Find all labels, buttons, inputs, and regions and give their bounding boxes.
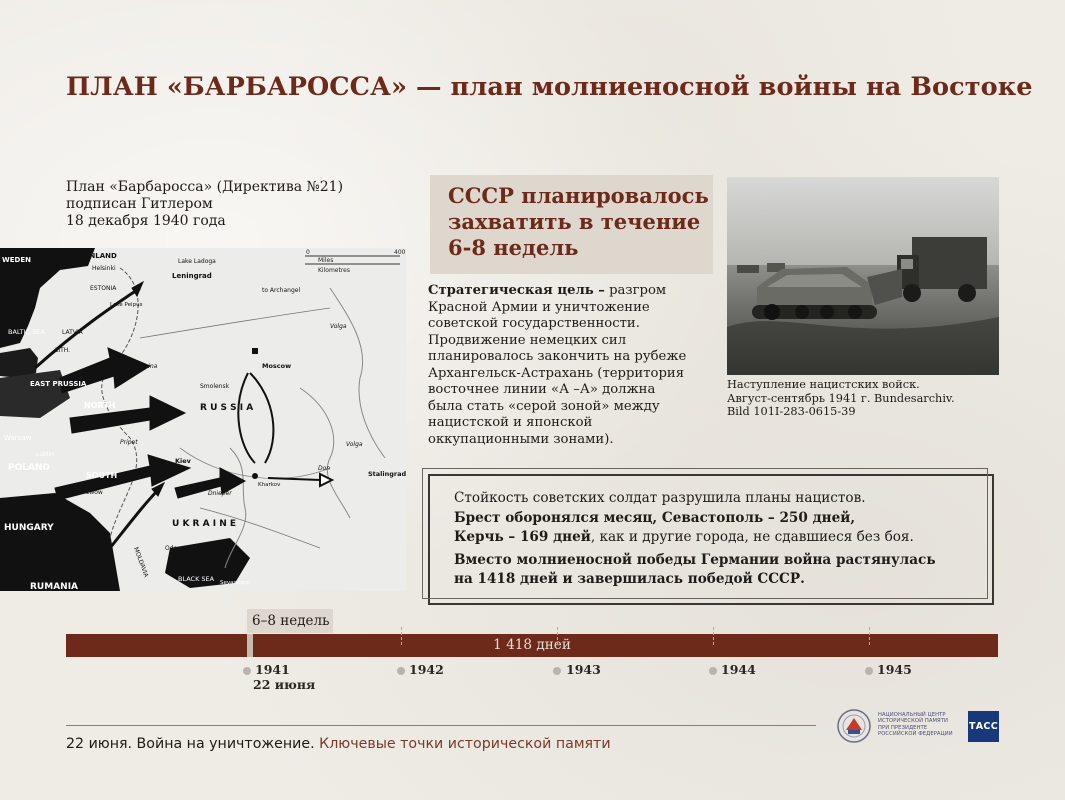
footer-divider [66, 725, 816, 726]
map-label-volga-lower: Volga [346, 441, 363, 448]
goal-line: Красной Армии и уничтожение [428, 299, 650, 315]
map-label-sevastopol: Sevastopol [220, 580, 251, 586]
goal-line: нацистской и японской [428, 415, 593, 430]
timeline-tick [557, 627, 558, 645]
moscow-marker [252, 348, 258, 354]
goal-line: восточнее линии «А –А» должна [428, 382, 656, 397]
goal-line: советской государственности. [428, 316, 640, 331]
summary-line: Вместо молниеносной победы Германии война растянулась [454, 551, 936, 568]
summary-kerch-rest: , как и другие города, не сдавшиеся без боя. [590, 529, 914, 546]
kharkov-marker [252, 473, 258, 479]
map-caption-line: 18 декабря 1940 года [66, 213, 226, 229]
map-label-ukraine: U K R A I N E [172, 519, 237, 529]
photo-caption-line: Наступление нацистских войск. [727, 378, 920, 391]
summary-text [454, 489, 994, 590]
history-center-name [878, 712, 966, 737]
summary-box [428, 474, 994, 605]
map-graphic [0, 248, 406, 591]
history-center-line: ПРИ ПРЕЗИДЕНТЕ [878, 724, 928, 731]
map-label-estonia: ESTONIA [90, 285, 117, 292]
highlight-line: захватить в течение [448, 209, 701, 234]
map-caption [66, 179, 396, 230]
goal-line [428, 283, 728, 300]
map-scale-end: 400 [394, 249, 406, 256]
summary-line: Стойкость советских солдат разрушила планы нацистов. [454, 490, 866, 506]
map-label-south: SOUTH [86, 471, 118, 480]
map-label-lwow: Lwow [86, 489, 103, 496]
timeline-dot [243, 667, 251, 675]
map-scale-km: Kilometres [318, 267, 350, 274]
map-caption-line: План «Барбаросса» (Директива №21) [66, 179, 344, 195]
map-label-rumania: RUMANIA [30, 582, 79, 591]
footer-sub: Ключевые точки исторической памяти [319, 736, 611, 752]
map-label-poland: POLAND [8, 463, 50, 473]
map-label-kharkov: Kharkov [258, 482, 281, 488]
timeline-tick [401, 627, 402, 645]
summary-kerch: Керчь – 169 дней [454, 529, 591, 546]
goal-line: оккупационными зонами). [428, 431, 614, 447]
photo-caption-line: Август-сентябрь 1941 г. Bundesarchiv. [727, 391, 955, 405]
goal-lead-rest: разгром [604, 283, 667, 298]
map-label-lake-peipus: Lake Peipus [110, 302, 143, 308]
footer-main: 22 июня. Война на уничтожение. [66, 736, 315, 752]
map-label-warsaw: Warsaw [4, 434, 32, 442]
photo-caption-line: Bild 101I-283-0615-39 [727, 405, 856, 419]
historical-photo [727, 177, 999, 375]
map-label-hungary: HUNGARY [4, 523, 54, 533]
barbarossa-map [0, 248, 406, 591]
map-label-moscow: Moscow [262, 362, 292, 370]
photo-graphic [727, 177, 999, 375]
map-label-don: Don [318, 465, 331, 472]
map-label-russia-small: RUSSIA [112, 416, 138, 424]
summary-line: Брест оборонялся месяц, Севастополь – 250 дней, [454, 509, 856, 526]
map-label-sweden: WEDEN [2, 256, 31, 264]
history-center-line: ИСТОРИЧЕСКОЙ ПАМЯТИ [878, 718, 948, 725]
history-center-emblem-icon [836, 708, 872, 744]
summary-line [454, 528, 994, 548]
timeline-first-date: 22 июня [253, 677, 316, 692]
timeline-year: 1942 [409, 662, 444, 677]
timeline-year: 1945 [877, 662, 912, 677]
timeline-year: 1944 [721, 662, 756, 677]
map-label-smolensk: Smolensk [200, 383, 230, 390]
page-title: ПЛАН «БАРБАРОССА» — план молниеносной войны на Востоке [66, 72, 1033, 102]
tass-logo: ТАСС [968, 711, 999, 742]
timeline-dot [397, 667, 405, 675]
highlight-box [430, 175, 713, 274]
map-label-odessa: Odessa [165, 545, 188, 552]
map-label-dvina: Dvina [140, 363, 158, 370]
map-label-volga: Volga [330, 323, 347, 330]
timeline-year: 1943 [566, 662, 601, 677]
timeline-dot [553, 667, 561, 675]
map-label-lith: LITH. [55, 347, 71, 354]
timeline-dot [865, 667, 873, 675]
map-scale-miles: Miles [318, 257, 334, 264]
timeline-tick [869, 627, 870, 645]
map-label-russia-big: R U S S I A [200, 403, 254, 413]
photo-caption [727, 378, 999, 419]
map-label-lublin: Lublin [36, 451, 54, 458]
map-label-east-prussia: EAST PRUSSIA [30, 380, 87, 388]
timeline-short-label: 6–8 недель [247, 609, 333, 633]
map-caption-line: подписан Гитлером [66, 196, 213, 212]
map-label-baltic-sea: BALTIC SEA [8, 328, 45, 336]
timeline-year: 1941 [255, 662, 290, 677]
map-label-pripet: Pripet [120, 439, 138, 446]
summary-line: на 1418 дней и завершилась победой СССР. [454, 571, 805, 588]
highlight-line: СССР планировалось [448, 183, 709, 208]
map-label-north: NORTH [84, 401, 116, 410]
timeline-dot [709, 667, 717, 675]
goal-line: Архангельск-Астрахань (территория [428, 365, 685, 381]
map-label-moldavia: MOLDAVIA [132, 546, 150, 579]
map-scale-zero: 0 [306, 249, 310, 256]
map-label-lake-ladoga: Lake Ladoga [178, 258, 216, 265]
goal-line: Продвижение немецких сил [428, 332, 627, 348]
goal-line: планировалось закончить на рубеже [428, 349, 687, 364]
map-label-leningrad: Leningrad [172, 272, 212, 280]
history-center-line: НАЦИОНАЛЬНЫЙ ЦЕНТР [878, 712, 946, 718]
goal-lead: Стратегическая цель – [428, 283, 605, 298]
strategic-goal-text [428, 283, 728, 448]
footer [66, 736, 766, 752]
highlight-line: 6-8 недель [448, 235, 579, 260]
history-center-line: РОССИЙСКОЙ ФЕДЕРАЦИИ [878, 730, 953, 737]
map-label-kiev: Kiev [175, 457, 191, 465]
timeline-tick [713, 627, 714, 645]
goal-line: была стать «серой зоной» между [428, 398, 660, 414]
map-label-black-sea: BLACK SEA [178, 575, 215, 583]
map-label-helsinki: Helsinki [92, 265, 116, 272]
timeline-bar-label: 1 418 дней [493, 637, 571, 653]
map-label-dnieper: Dnieper [208, 490, 232, 497]
map-label-stalingrad: Stalingrad [368, 470, 406, 478]
map-label-latvia: LATVIA [62, 329, 83, 336]
map-label-to-archangel: to Archangel [262, 287, 301, 294]
map-label-finland: FINLAND [82, 252, 117, 260]
